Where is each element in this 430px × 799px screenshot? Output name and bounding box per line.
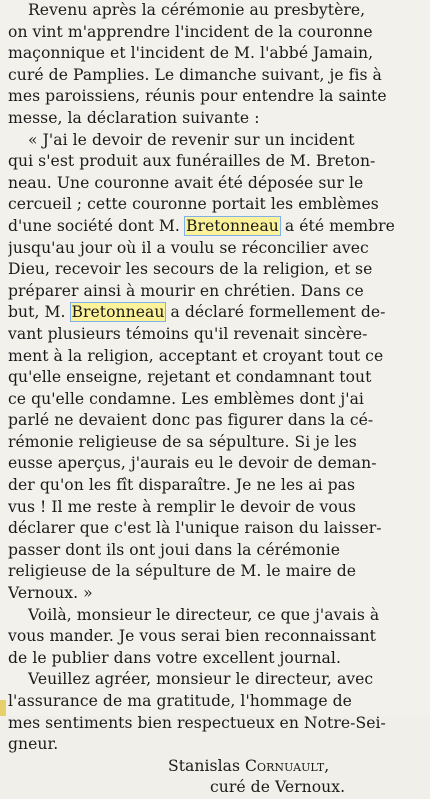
text-line: messe, la déclaration suivante : bbox=[8, 108, 260, 127]
text-segment: but, M. bbox=[8, 303, 71, 322]
text-line: Vernoux. » bbox=[8, 584, 93, 603]
corner-marker bbox=[0, 700, 6, 716]
text-line: curé de Pamplies. Le dimanche suivant, je fis à bbox=[8, 65, 382, 84]
text-line: vous mander. Je vous serai bien reconnaissant bbox=[8, 627, 376, 646]
text-line: jusqu'au jour où il a voulu se réconcilier avec bbox=[8, 238, 369, 257]
text-line: maçonnique et l'incident de M. l'abbé Jamain, bbox=[8, 44, 374, 63]
text-line: mes paroissiens, réunis pour entendre la sainte bbox=[8, 87, 387, 106]
text-line: vant plusieurs témoins qu'il revenait sincère- bbox=[8, 324, 368, 343]
text-line: qui s'est produit aux funérailles de M. Breton- bbox=[8, 152, 376, 171]
text-line: qu'elle enseigne, rejetant et condamnant tout bbox=[8, 368, 372, 387]
text-segment: d'une société dont M. bbox=[8, 216, 185, 235]
text-line: ment à la religion, acceptant et croyant tout ce bbox=[8, 346, 384, 365]
search-highlight[interactable]: Bretonneau bbox=[71, 303, 165, 322]
text-line: religieuse de la sépulture de M. le maire de bbox=[8, 562, 357, 581]
text-line: passer dont ils ont joui dans la cérémonie bbox=[8, 540, 341, 559]
text-line: parlé ne devaient donc pas figurer dans la cé- bbox=[8, 411, 374, 430]
text-line: Revenu après la cérémonie au presbytère, bbox=[28, 1, 366, 19]
text-line: gneur. bbox=[8, 735, 59, 754]
text-line: der qu'on les fît disparaître. Je ne les ai pas bbox=[8, 476, 356, 495]
text-line bbox=[8, 302, 420, 324]
text-line: vus ! Il me reste à remplir le devoir de vous bbox=[8, 497, 356, 516]
text-line: Dieu, recevoir les secours de la religion, et se bbox=[8, 260, 373, 279]
text-line: cercueil ; cette couronne portait les emblèmes bbox=[8, 195, 379, 214]
text-line: « J'ai le devoir de revenir sur un incident bbox=[28, 130, 355, 149]
text-line: neau. Une couronne avait été déposée sur le bbox=[8, 173, 364, 192]
search-highlight[interactable]: Bretonneau bbox=[185, 216, 279, 235]
text-line: Voilà, monsieur le directeur, ce que j'avais à bbox=[28, 605, 380, 624]
text-line: Veuillez agréer, monsieur le directeur, avec bbox=[28, 670, 374, 689]
text-line: déclarer que c'est là l'unique raison du laisser- bbox=[8, 519, 382, 538]
text-line: de le publier dans votre excellent journal. bbox=[8, 648, 341, 667]
signature-last-name: Cornuault, bbox=[245, 756, 330, 775]
text-line: ce qu'elle condamne. Les emblèmes dont j'ai bbox=[8, 389, 364, 408]
text-segment: a été membre bbox=[279, 216, 395, 235]
text-line: l'assurance de ma gratitude, l'hommage de bbox=[8, 692, 352, 710]
signature-title: curé de Vernoux. bbox=[210, 778, 346, 797]
signature-name bbox=[8, 756, 420, 778]
text-line: préparer ainsi à mourir en chrétien. Dans ce bbox=[8, 281, 364, 300]
text-line bbox=[8, 216, 420, 238]
text-line: on vint m'apprendre l'incident de la couronne bbox=[8, 22, 373, 41]
signature-first-name: Stanislas bbox=[168, 756, 246, 775]
text-line: eusse aperçus, j'aurais eu le devoir de deman- bbox=[8, 454, 377, 473]
text-line: mes sentiments bien respectueux en Notre-Sei- bbox=[8, 713, 386, 732]
text-segment: a déclaré formellement de- bbox=[165, 303, 386, 322]
text-line: rémonie religieuse de sa sépulture. Si je les bbox=[8, 432, 357, 451]
